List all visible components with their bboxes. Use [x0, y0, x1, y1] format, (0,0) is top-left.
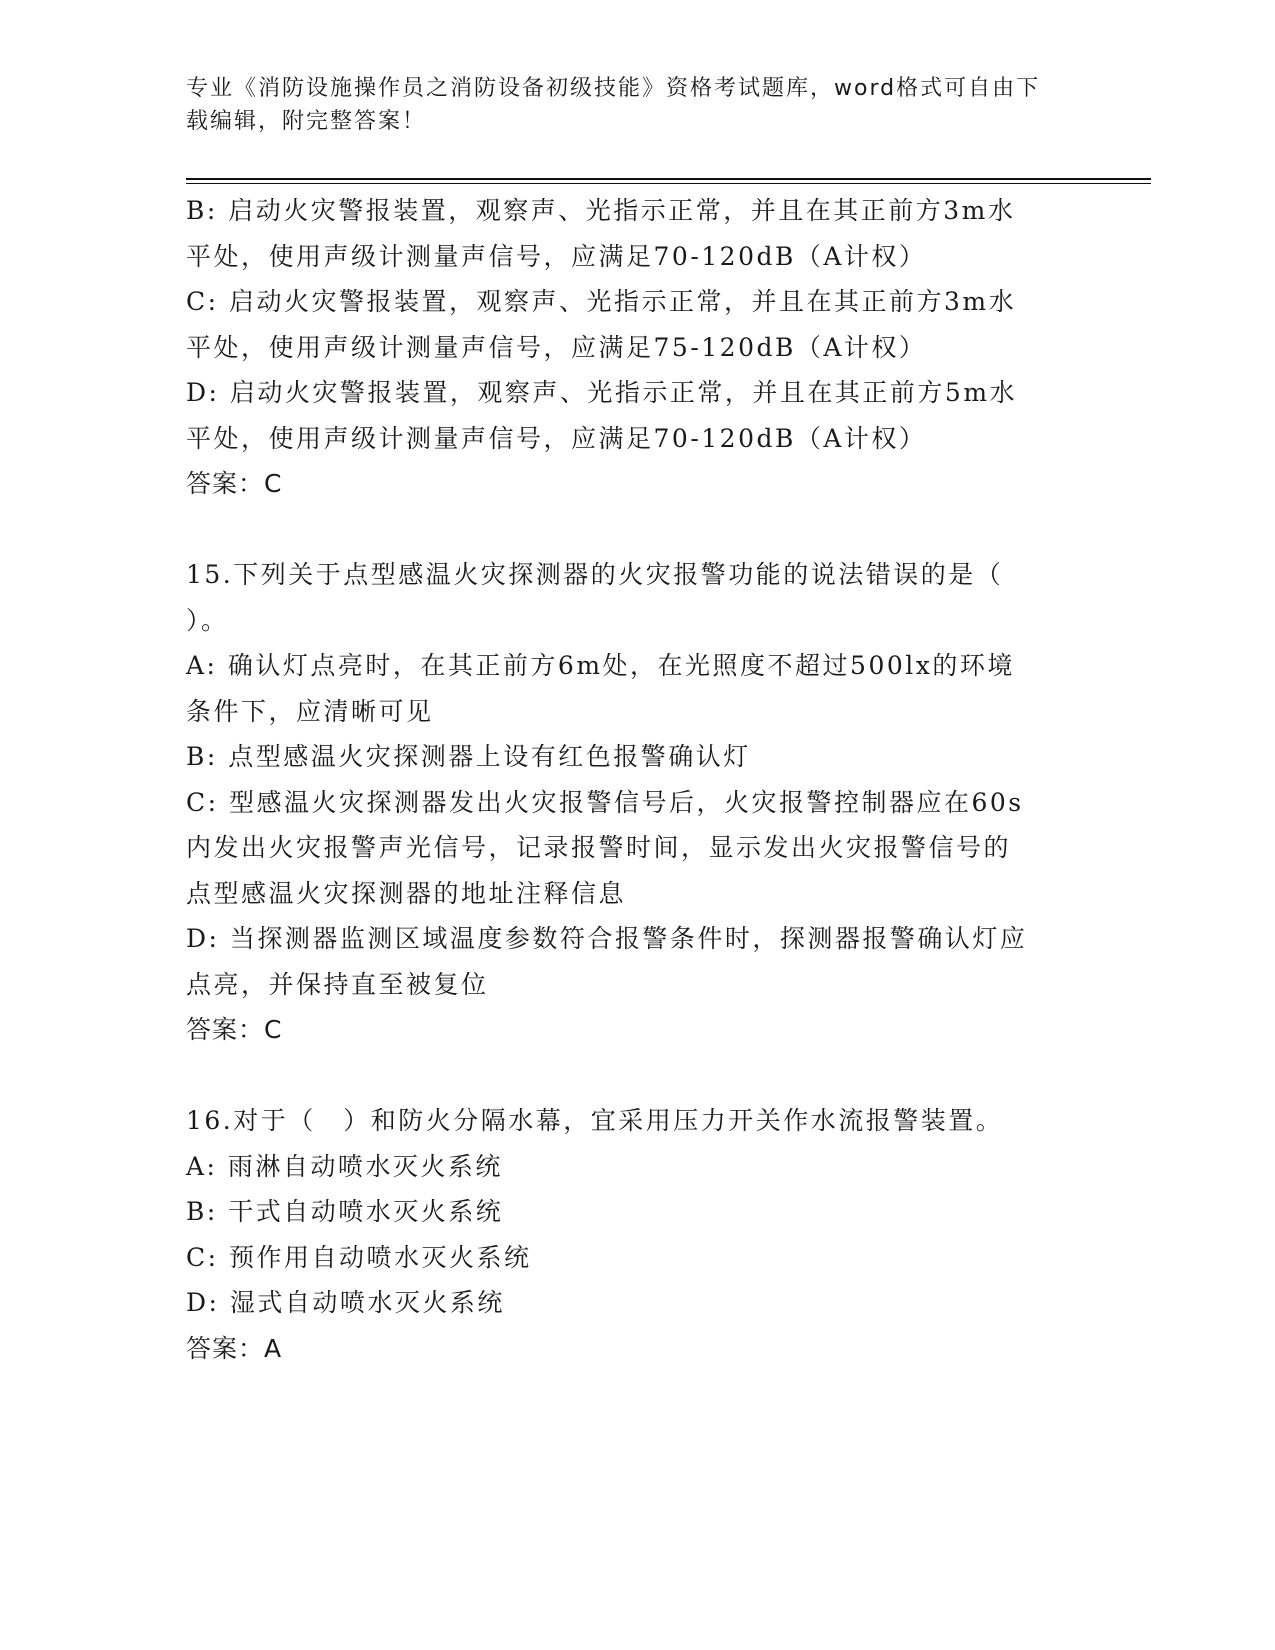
question-14-continued: [186, 188, 1076, 507]
header-divider-thin: [186, 183, 1151, 184]
option-b-line: B: 点型感温火灾探测器上设有红色报警确认灯: [186, 742, 751, 771]
option-a-line: A: 确认灯点亮时，在其正前方6m处，在光照度不超过500lx的环境: [186, 651, 1015, 680]
option-b-line: B: 干式自动喷水灭火系统: [186, 1197, 504, 1226]
question-15: [186, 552, 1076, 1053]
option-c-line: C: 预作用自动喷水灭火系统: [186, 1242, 532, 1272]
option-d-line: D: 当探测器监测区域温度参数符合报警条件时，探测器报警确认灯应: [186, 924, 1028, 953]
header-line-2: 载编辑，附完整答案！: [186, 109, 427, 134]
option-d-line: D: 启动火灾警报装置，观察声、光指示正常，并且在其正前方5m水: [186, 378, 1018, 407]
header-line-1: 专业《消防设施操作员之消防设备初级技能》资格考试题库，word格式可自由下: [186, 76, 1041, 101]
option-a-line: 条件下，应清晰可见: [186, 696, 434, 726]
option-d-line: D: 湿式自动喷水灭火系统: [186, 1288, 505, 1317]
option-c-line: C: 启动火灾警报装置，观察声、光指示正常，并且在其正前方3m水: [186, 287, 1017, 316]
option-c-line: 平处，使用声级计测量声信号，应满足75-120dB（A计权）: [186, 332, 927, 362]
question-stem-line: ）。: [186, 605, 229, 635]
option-c-line: C: 型感温火灾探测器发出火灾报警信号后，火灾报警控制器应在60s: [186, 787, 1024, 817]
option-b-line: 平处，使用声级计测量声信号，应满足70-120dB（A计权）: [186, 241, 927, 271]
option-a-line: A: 雨淋自动喷水灭火系统: [186, 1151, 503, 1181]
header-divider-thick: [186, 178, 1151, 180]
spacer: [186, 1053, 1076, 1099]
document-body: [186, 188, 1076, 1371]
question-stem-line: 16.对于（ ）和防火分隔水幕，宜采用压力开关作水流报警装置。: [186, 1106, 1004, 1135]
option-d-line: 平处，使用声级计测量声信号，应满足70-120dB（A计权）: [186, 423, 927, 453]
page-header: [186, 72, 1066, 138]
option-c-line: 内发出火灾报警声光信号，记录报警时间，显示发出火灾报警信号的: [186, 833, 1012, 862]
option-b-line: B: 启动火灾警报装置，观察声、光指示正常，并且在其正前方3m水: [186, 196, 1016, 225]
option-d-line: 点亮，并保持直至被复位: [186, 969, 489, 999]
question-stem-line: 15.下列关于点型感温火灾探测器的火灾报警功能的说法错误的是（: [186, 560, 1004, 589]
answer-line: 答案：C: [186, 1015, 283, 1044]
spacer: [186, 507, 1076, 553]
question-16: [186, 1098, 1076, 1371]
option-c-line: 点型感温火灾探测器的地址注释信息: [186, 878, 627, 908]
answer-line: 答案：C: [186, 469, 283, 498]
answer-line: 答案：A: [186, 1333, 283, 1363]
